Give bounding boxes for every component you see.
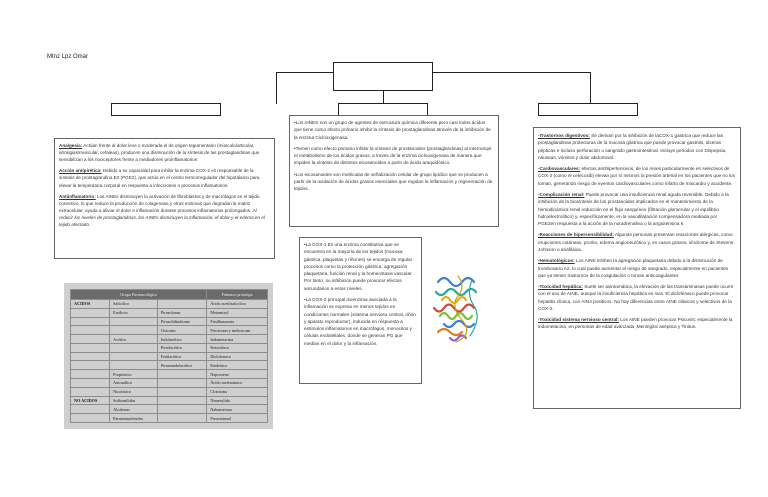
group-cell bbox=[71, 352, 110, 361]
table-row bbox=[71, 379, 268, 388]
subgroup-cell: Sulfoanilidas bbox=[110, 396, 158, 405]
adverse-effect-item bbox=[538, 316, 736, 331]
table-row bbox=[71, 343, 268, 352]
subclass-cell bbox=[157, 379, 207, 388]
drug-cell: Clonixina bbox=[207, 387, 268, 396]
subgroup-cell: Alcalonas bbox=[110, 405, 158, 414]
definition-paragraph-3: •Los eicosanoides son moléculas de señalización celular de grupo lipídico que se producen a partir de la oxidación de ácidos grasos esenciales que regulan la inflamación y regeneración de tejidos. bbox=[294, 171, 493, 192]
drug-cell: Metamizol bbox=[207, 308, 268, 317]
drug-classification-table bbox=[64, 283, 273, 429]
table-row bbox=[71, 326, 268, 335]
table-row bbox=[71, 317, 268, 326]
adverse-effect-item bbox=[538, 231, 736, 253]
cox-panel bbox=[299, 237, 422, 384]
subclass-cell: Pirrolacético bbox=[157, 343, 207, 352]
subgroup-cell: Propiónico bbox=[110, 370, 158, 379]
adverse-effect-label: -Trastornos digestivos: bbox=[538, 133, 590, 138]
connector-right-v bbox=[590, 72, 591, 104]
adverse-effect-label: -Complicación renal: bbox=[538, 191, 585, 197]
drug-cell: Ácido acetilsalicilico bbox=[207, 300, 268, 309]
drug-cell: Etodolaco bbox=[207, 361, 268, 370]
drug-cell: Nimesulida bbox=[207, 396, 268, 405]
subclass-cell: Oxicams bbox=[157, 326, 207, 335]
adverse-effect-text: Se derivan por la inhibición de laCOX-1 gástrica que reduce las prostaglandinas protectoras de la mucosa gástrica que puede provocar gastritis, úlceras pépticas e incluso perforación o sangrado gastrointestinal. Incluye periodos con Dispepsia, náuseas, vómitos y dolor abdominal. bbox=[538, 133, 727, 160]
group-cell bbox=[71, 361, 110, 370]
drug-cell: Ketorolaco bbox=[207, 343, 268, 352]
table-row bbox=[71, 352, 268, 361]
antiinflammatory-paragraph: Antiinflamatorio: Los AINEs disminuyen la activación de fibroblastos y de macrófagos en el tejido conectivo, lo que reduce la producción de colagenasa y otras enzimas que degradan la matriz extracelular, ayuda a aliviar el dolor e inflamación durante procesos inflamatorios prolongados. Al reducir los niveles de prostaglandinas, los AINEs disminuyen la inflamación, el dolor y el edema en el tejido afectado. bbox=[59, 193, 265, 228]
adverse-effect-text: Los AINE inhiben la agregación plaquetaria debido a la disminución de tromboxano A2, lo cual puede aumentar el riesgo de sangrado, especialmente en pacientes que ya tienen trastornos de la coagulación o toman anticoagulantes bbox=[538, 258, 729, 278]
group-cell bbox=[71, 414, 110, 423]
subgroup-cell bbox=[110, 326, 158, 335]
group-cell: ACIDOS bbox=[71, 300, 110, 309]
table-row bbox=[71, 300, 268, 309]
central-title-box bbox=[333, 62, 433, 91]
subclass-cell: Indolacético bbox=[157, 335, 207, 344]
subclass-cell: Pirazolidindionas bbox=[157, 317, 207, 326]
table-row bbox=[71, 387, 268, 396]
definition-paragraph-1: •Los AINES son un grupo de agentes de estructura química diferente pero casi todos ácidos que tiene como efecto primario inhibir la síntesis de prostaglandinas através de la inhibición de la enzima Ciclooxigenasa. bbox=[294, 120, 491, 140]
group-cell bbox=[71, 335, 110, 344]
table-row bbox=[71, 361, 268, 370]
adverse-effect-label: -Hematológicos: bbox=[538, 258, 575, 264]
subclass-cell bbox=[157, 300, 207, 309]
table-row bbox=[71, 308, 268, 317]
drug-cell: Ácido mefenámico bbox=[207, 379, 268, 388]
aines-definition-panel bbox=[289, 115, 499, 227]
header-drug: Fármaco prototipo bbox=[207, 290, 268, 300]
definition-paragraph-2: •Tienen como efecto primario inhibir la síntesis de prostanoides (prostaglandinas) al interrumpir el metabolismo de los ácidos grasos, a través de la enzima ciclooxigenasa de manera que impiden la síntesis de distintos eicosanoides a partir de ácido araquidónico. bbox=[294, 145, 492, 166]
group-cell bbox=[71, 326, 110, 335]
adverse-effect-text: Algunas personas presentan reacciones alérgicas, como erupciones cutáneas, prurito, edema angioneurótico y, en casos graves, síndrome de Stevens-Johnson o anafilaxia. bbox=[538, 232, 735, 252]
group-cell: NO ACIDOS bbox=[71, 396, 110, 405]
subgroup-cell: Acético bbox=[110, 335, 158, 344]
table-row bbox=[71, 370, 268, 379]
left-title-box bbox=[111, 103, 221, 116]
table-row bbox=[71, 414, 268, 423]
subgroup-cell bbox=[110, 343, 158, 352]
subgroup-cell bbox=[110, 361, 158, 370]
adverse-effect-item bbox=[538, 257, 736, 279]
drug-cell: Paracetamol bbox=[207, 414, 268, 423]
adverse-effect-text: Los AINE pueden provocar Psicosis: especialmente la indometacina, en personas de edad avanzada ,Meningitis aséptica y Tinitus. bbox=[538, 317, 733, 330]
subclass-cell: Fenilacético bbox=[157, 352, 207, 361]
group-cell bbox=[71, 405, 110, 414]
cox1-paragraph: •La COX-1 Es una enzima constitutiva que se encuentra en la mayoría de los tejidos (mucosa gástrica, plaquetas y riñones) se encarga de regular procesos como la protección gástrica, agregación plaquetaria, función renal y la homeostasis vascular. Por tanto, su inhibición puede provocar efectos secundarios a estos niveles. bbox=[304, 242, 413, 291]
table-row bbox=[71, 396, 268, 405]
subclass-cell bbox=[157, 414, 207, 423]
subgroup-cell: Antranílico bbox=[110, 379, 158, 388]
right-title-box bbox=[538, 103, 638, 116]
connector-center-v bbox=[383, 91, 384, 103]
adverse-effect-item bbox=[538, 165, 736, 187]
antipyretic-paragraph: Acción antipirética: Debido a su capacidad para inhibir la enzima COX-2 es responsable de la síntesis de prostaglandina E2 (PGE2), que actúa en el centro termorregulador del hipotálamo para elevar la temperatura corporal en respuesta a infecciones o procesos inflamatorios. bbox=[59, 168, 260, 188]
subclass-cell bbox=[157, 387, 207, 396]
analgesia-paragraph: Analgesia: Actúan frente al dolor leve o moderada el de origen tegumentario (músculo/articular, artralgias/muscular, cefaleas), producen una disminución de la síntesis de las prostaglandinas que sensibilizan a los nociceptores frente a mediadores proinflamatorios bbox=[59, 143, 260, 163]
subclass-cell: Pirazolonas bbox=[157, 308, 207, 317]
subgroup-cell: Paraaminofenoles bbox=[110, 414, 158, 423]
adverse-effect-item bbox=[538, 191, 736, 227]
group-cell bbox=[71, 387, 110, 396]
subgroup-cell: Nicotínico bbox=[110, 387, 158, 396]
group-cell bbox=[71, 308, 110, 317]
adverse-effect-item bbox=[538, 283, 736, 312]
drug-cell: Fenilbutazona bbox=[207, 317, 268, 326]
subclass-cell bbox=[157, 396, 207, 405]
subgroup-cell: Salicilico bbox=[110, 300, 158, 309]
adverse-effect-label: -Toxicidad sistema nervioso central: bbox=[538, 317, 619, 323]
adverse-effect-label: -Cardiovasculares: bbox=[538, 166, 581, 172]
adverse-effect-text: efectos antihipertensivos, de los Aines particularmente en selectivos de COX-2 (como el celecoxib) elevan por sí mismos la presión arterial en los pacientes que no los toman, generando riesgo de eventos cardiovasculares como infarto de miocardio y accidente. bbox=[538, 166, 735, 186]
adverse-effect-text: Suele ser asintomática, la elevación de las transaminasas puede ocurrir con el uso de AINE, aunque la insuficiencia hepática es rara. El diclofenaco puede provocar hepatitis clínica, con AINA positivos. No hay diferencias entre AINE clásicos y selectivos de la COX-2. bbox=[538, 284, 734, 311]
subgroup-cell: Enólicos bbox=[110, 308, 158, 317]
subgroup-cell bbox=[110, 317, 158, 326]
adverse-effect-text: Puede provocar una insuficiencia renal aguda reversible. Debido a la inhibición de la biosíntesis de los prostanoides implicados en el mantenimiento de la hemodinámica renal reducción en el flujo sanguíneo (filtración glomerular y el equilibrio hidroelectrolítico) y, específicamente, en la vasodilatación compensadora mediada por PGE2en respuesta a la acción de la noradrenalina o la angiotensina II. bbox=[538, 191, 729, 227]
cox-protein-structure-image bbox=[428, 268, 488, 348]
connector-left-h bbox=[276, 72, 333, 73]
table-row bbox=[71, 405, 268, 414]
drug-cell: Nabumetona bbox=[207, 405, 268, 414]
subgroup-cell bbox=[110, 352, 158, 361]
table-header-row bbox=[71, 290, 268, 300]
drug-cell: Piroxicam y meloxicam bbox=[207, 326, 268, 335]
connector-left-v bbox=[276, 72, 277, 104]
drug-cell: Indometacina bbox=[207, 335, 268, 344]
group-cell bbox=[71, 370, 110, 379]
subclass-cell bbox=[157, 370, 207, 379]
adverse-effects-list bbox=[538, 132, 736, 331]
drug-cell: Naproxeno bbox=[207, 370, 268, 379]
author-name: Mtnz Lpz Omar bbox=[47, 54, 89, 60]
group-cell bbox=[71, 343, 110, 352]
cox2-paragraph: •La COX-2 principal isoenzima asociada a la inflamación se expresa en menos tejidos en condiciones normales (sistema nervioso central, riñón y aparato reproductor), inducida en respuesta a estímulos inflamatorios en macrófagos, monocitos y células endoteliales, donde se generan PG que median en el dolor y la inflamación. bbox=[304, 296, 416, 346]
group-cell bbox=[71, 379, 110, 388]
adverse-effect-label: -Reacciones de hipersensibilidad: bbox=[538, 232, 614, 238]
adverse-effects-panel bbox=[533, 127, 741, 409]
group-cell bbox=[71, 317, 110, 326]
drug-cell: Diclofenaco bbox=[207, 352, 268, 361]
subclass-cell bbox=[157, 405, 207, 414]
header-group: Grupo Farmacológico bbox=[71, 290, 207, 300]
subclass-cell: Piranoindolacético bbox=[157, 361, 207, 370]
effects-panel bbox=[54, 138, 275, 259]
table-row bbox=[71, 335, 268, 344]
adverse-effect-item bbox=[538, 132, 736, 161]
connector-right-h bbox=[433, 72, 591, 73]
adverse-effect-label: -Toxicidad hepática: bbox=[538, 284, 583, 290]
